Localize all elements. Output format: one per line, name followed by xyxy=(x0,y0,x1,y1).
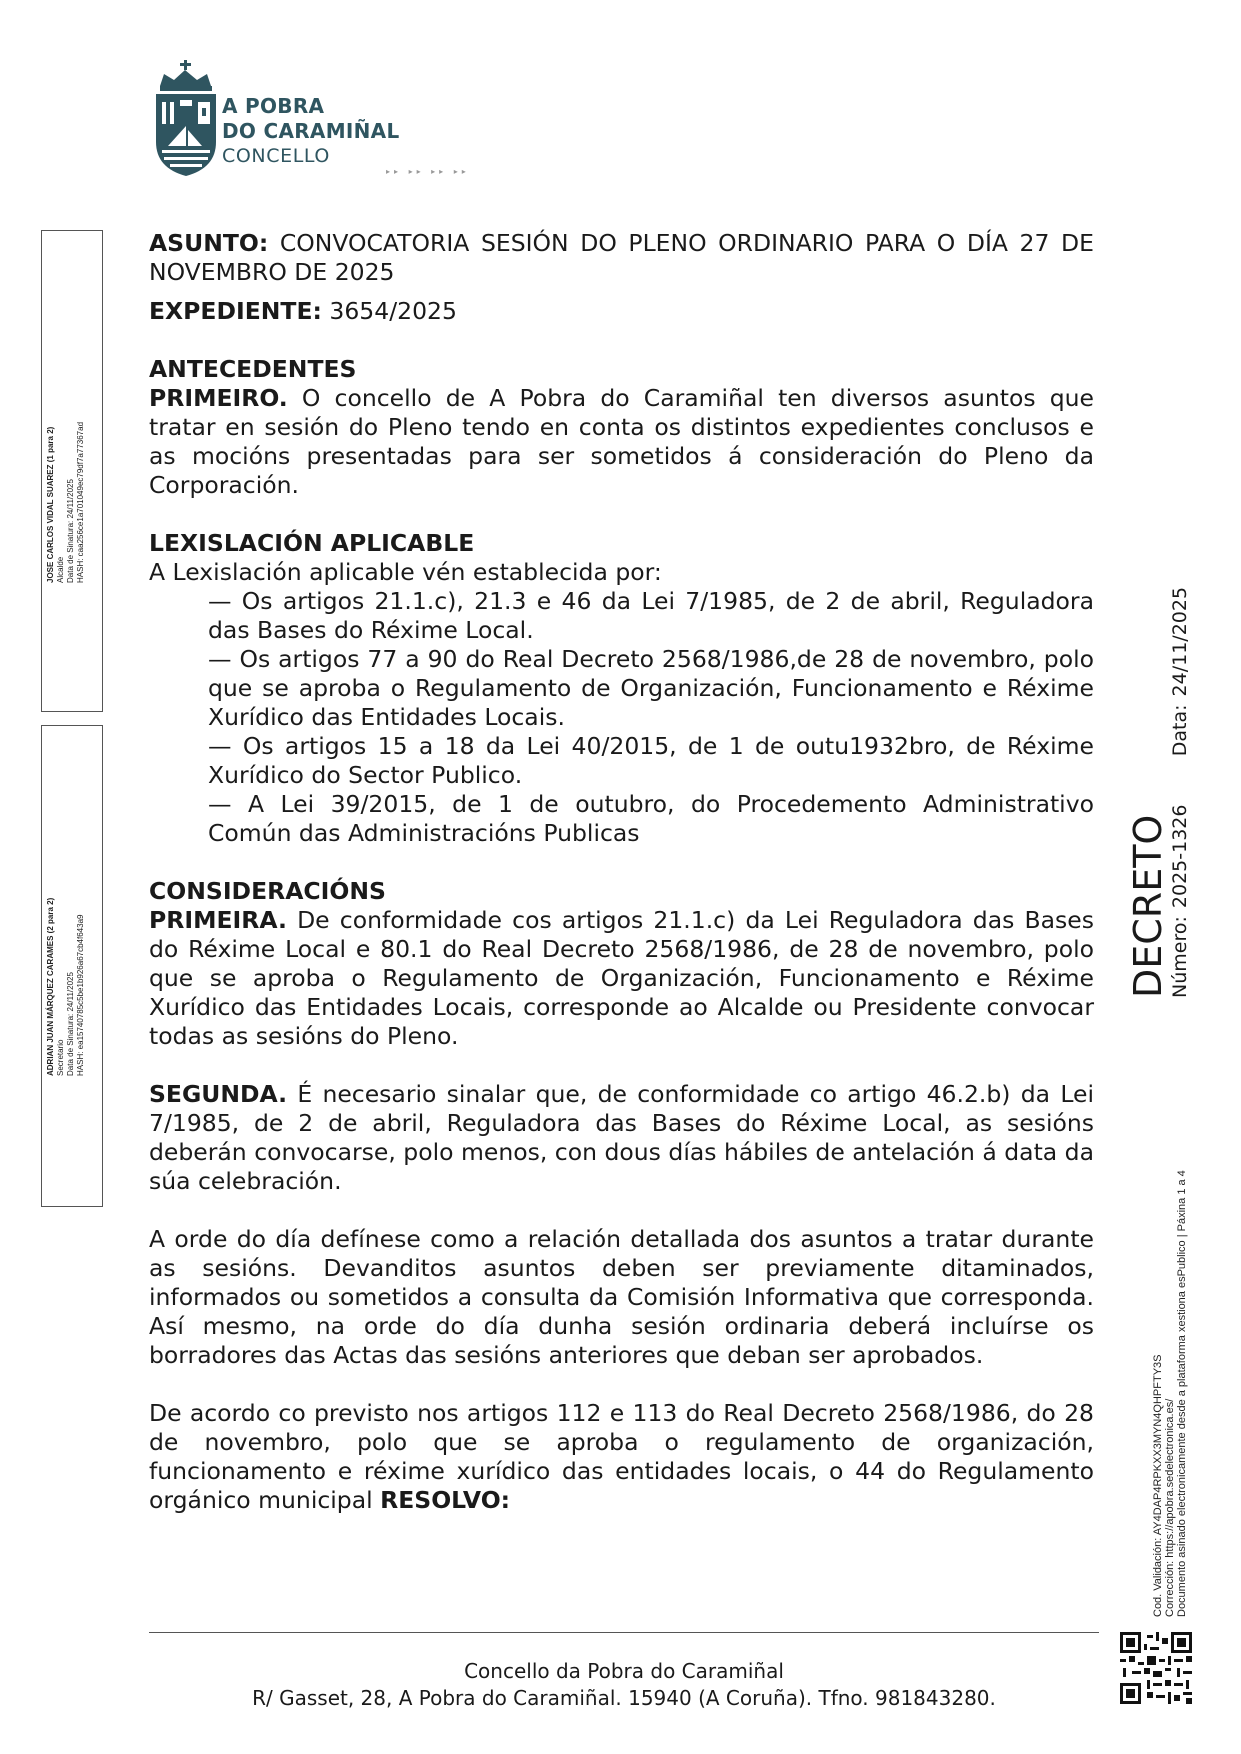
signer-name: JOSE CARLOS VIDAL SUAREZ (1 para 2) xyxy=(46,426,55,583)
footer-line1: Concello da Pobra do Caramiñal xyxy=(464,1659,784,1683)
asunto-label: ASUNTO: xyxy=(149,229,269,257)
signature-hash: HASH: caa256ce1a701049ec79df7a77367ad xyxy=(76,421,85,583)
validation-platform: Documento asinado electronicamente desde a plataforma xestiona esPublico | Páxina 1 a 4 xyxy=(1176,1170,1188,1617)
decree-stamp xyxy=(1128,587,1192,998)
decreto-meta xyxy=(1168,587,1192,998)
segunda-text: É necesario sinalar que, de conformidade co artigo 46.2.b) da Lei 7/1985, de 2 de abril, Reguladora das Bases do Réxime Local, as sesións deberán convocarse, polo menos, con dous días hábiles de antelación á data da súa celebración. xyxy=(149,1080,1094,1195)
acordo-text: De acordo co previsto nos artigos 112 e 113 do Real Decreto 2568/1986, do 28 de novembro, polo que se aproba o regulamento de organización, funcionamento e réxime xurídico das entidades locais, o 44 do Regulamento orgánico municipal xyxy=(149,1399,1094,1514)
logo-wordmark xyxy=(222,94,400,169)
orde-paragraph: A orde do día defínese como a relación detallada dos asuntos a tratar durante as sesións. Devanditos asuntos deben ser previamente ditaminados, informados ou sometidos a consulta da Comisión Informativa que corresponda. Así mesmo, na orde do día dunha sesión ordinaria deberá incluírse os borradores das Actas das sesións anteriores que deban ser aprobados. xyxy=(149,1225,1094,1369)
lexislacion-heading: LEXISLACIÓN APLICABLE xyxy=(149,529,475,557)
footer-divider xyxy=(149,1632,1099,1633)
acordo-paragraph xyxy=(149,1399,1094,1515)
consideracions-heading: CONSIDERACIÓNS xyxy=(149,877,386,905)
signature-box-secretario xyxy=(41,725,103,1207)
primeiro-label: PRIMEIRO. xyxy=(149,384,288,412)
asunto xyxy=(149,229,1094,287)
signature-box-alcalde xyxy=(41,230,103,712)
qr-code-icon xyxy=(1120,1632,1192,1704)
expediente-number: 3654/2025 xyxy=(329,297,457,325)
signer-role: Secretario xyxy=(56,1039,65,1076)
footer-line2: R/ Gasset, 28, A Pobra do Caramiñal. 15940 (A Coruña). Tfno. 981843280. xyxy=(252,1686,996,1710)
logo-line1: A POBRA xyxy=(222,94,325,118)
expediente-label: EXPEDIENTE: xyxy=(149,297,322,325)
lexislacion-item: — A Lei 39/2015, de 1 de outubro, do Procedemento Administrativo Común das Administracións Publicas xyxy=(208,790,1094,847)
lexislacion-item: — Os artigos 15 a 18 da Lei 40/2015, de 1 de outu1932bro, de Réxime Xurídico do Sector Publico. xyxy=(208,732,1094,789)
primeira-label: PRIMEIRA. xyxy=(149,906,287,934)
logo-line2: DO CARAMIÑAL xyxy=(222,119,400,143)
primeira-text: De conformidade cos artigos 21.1.c) da Lei Reguladora das Bases do Réxime Local e 80.1 do Real Decreto 2568/1986, de 28 de novembro, polo que se aproba o Regulamento de Organización, Funcionamento e Réxime Xurídico das Entidades Locais, corresponde ao Alcalde ou Presidente convocar todas as sesións do Pleno. xyxy=(149,906,1094,1050)
coat-of-arms-icon xyxy=(150,60,222,180)
document-body xyxy=(149,229,1094,1515)
signature-date: Data de Sinatura: 24/11/2025 xyxy=(66,972,75,1076)
primeiro-text: O concello de A Pobra do Caramiñal ten diversos asuntos que tratar en sesión do Pleno tendo en conta os distintos expedientes conclusos e as mocións presentadas para ser sometidos á consideración do Pleno da Corporación. xyxy=(149,384,1094,499)
signature-text xyxy=(46,422,86,583)
validation-code: Cod. Validación: AY4DAP4RPKXX3MYN4QHPFTY3S xyxy=(1152,1354,1164,1617)
validation-block xyxy=(1152,1170,1188,1617)
expediente xyxy=(149,297,1094,326)
decreto-title: DECRETO xyxy=(1126,814,1170,998)
signature-date: Data de Sinatura: 24/11/2025 xyxy=(66,479,75,583)
decreto-date: Data: 24/11/2025 xyxy=(1169,586,1191,757)
logo-line3: CONCELLO xyxy=(222,145,330,167)
lexislacion-item: — Os artigos 21.1.c), 21.3 e 46 da Lei 7/1985, de 2 de abril, Reguladora das Bases do Réxime Local. xyxy=(208,587,1094,644)
signature-text xyxy=(46,898,86,1076)
decreto-number: Número: 2025-1326 xyxy=(1169,804,1191,998)
segunda-paragraph xyxy=(149,1080,1094,1196)
segunda-label: SEGUNDA. xyxy=(149,1080,288,1108)
antecedentes-heading: ANTECEDENTES xyxy=(149,355,357,383)
decorative-dots: ▸▸ ▸▸ ▸▸ ▸▸ xyxy=(386,167,470,176)
resolvo-label: RESOLVO: xyxy=(380,1486,511,1514)
lexislacion-item: — Os artigos 77 a 90 do Real Decreto 2568/1986,de 28 de novembro, polo que se aproba o Regulamento de Organización, Funcionamento e Réxime Xurídico das Entidades Locais. xyxy=(208,645,1094,731)
primeiro-paragraph xyxy=(149,384,1094,500)
lexislacion-intro: A Lexislación aplicable vén establecida por: xyxy=(149,558,662,586)
signer-role: Alcalde xyxy=(56,556,65,583)
footer xyxy=(149,1658,1099,1712)
asunto-text: CONVOCATORIA SESIÓN DO PLENO ORDINARIO PARA O DÍA 27 DE NOVEMBRO DE 2025 xyxy=(149,229,1094,286)
signer-name: ADRIAN JUAN MÁRQUEZ CARAMES (2 para 2) xyxy=(46,897,55,1076)
signature-hash: HASH: ea15740785c5be1b926a67cb4f643a9 xyxy=(76,914,85,1076)
primeira-paragraph xyxy=(149,906,1094,1051)
validation-url: Corrección: https://apobra.sedelectronica.es/ xyxy=(1164,1398,1176,1617)
